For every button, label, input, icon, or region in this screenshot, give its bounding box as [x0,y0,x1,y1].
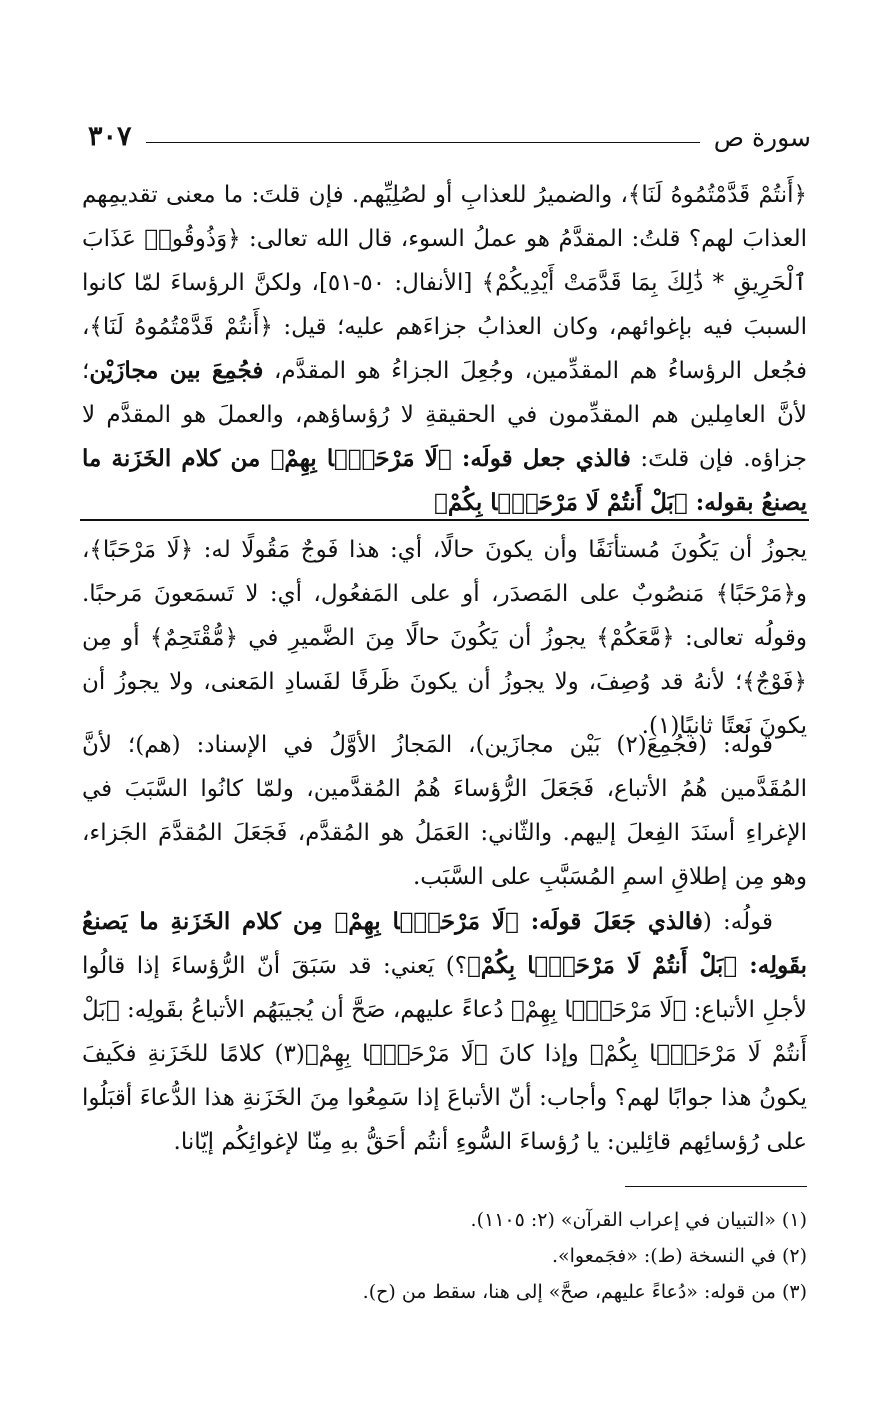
footnotes [82,1202,807,1310]
commentary-block [82,723,807,899]
main-text-part: ﴿أَنتُمْ قَدَّمْتُمُوهُ لَنَا﴾، والضميرُ للعذابِ أو لصُلِيِّهم. فإن قلتَ: ما معنى تقديمِهم العذابَ لهم؟ قلتُ: المقدَّمُ هو عملُ السوء، قال الله تعالى: ﴿وَذُوقُوا۟ عَذَابَ ٱلْحَرِيقِ * ذَٰلِكَ بِمَا قَدَّمَتْ أَيْدِيكُمْ﴾ [الأنفال: ٥٠-٥١]، ولكنَّ الرؤساءَ لمّا كانوا السببَ فيه بإغوائهم، وكان العذابُ جزاءَهم عليه؛ قيل: ﴿أَنتُمْ قَدَّمْتُمُوهُ لَنَا﴾، فجُعل الرؤساءُ هم المقدِّمين، وجُعِلَ الجزاءُ هو المقدَّم، [82,182,807,384]
commentary-lead: قولُه: ( [702,909,773,935]
text-divider [80,519,809,521]
commentary-paragraph: قولُه: (فجُمِعَ(٢) بَيْن مجازَين)، المَجازُ الأوَّلُ في الإسناد: (هم)؛ لأنَّ المُقَدَّمين هُمُ الأتباع، فَجَعَلَ الرُّؤساءَ هُمُ المُقدَّمين، ولمّا كانُوا السَّبَبَ في الإغراءِ أسنَدَ الفِعلَ إليهم. والثّاني: العَمَلُ هو المُقدَّم، فَجَعَلَ المُقدَّمَ الجَزاء، وهو مِن إطلاقِ اسمِ المُسَبَّبِ على السَّبَب. [82,732,807,890]
commentary-block [82,900,807,1164]
commentary-paragraph [82,900,807,1164]
main-text [82,173,807,525]
running-header [88,118,811,152]
surah-title: سورة ص [713,123,811,152]
commentary-block [82,528,807,748]
footnote-rule [625,1186,807,1187]
commentary-paragraph: يجوزُ أن يَكُونَ مُستأنَفًا وأن يكونَ حالًا، أي: هذا فَوجٌ مَقُولًا له: ﴿لَا مَرْحَبًا﴾، و﴿مَرْحَبًا﴾ مَنصُوبٌ على المَصدَر، أو على المَفعُول، أي: لا تَسمَعونَ مَرحبًا. وقولُه تعالى: ﴿مَّعَكُمْ﴾ يجوزُ أن يَكُونَ حالًا مِنَ الضَّميرِ في ﴿مُّقْتَحِمٌ﴾ أو مِن ﴿فَوْجٌ﴾؛ لأنهُ قد وُصِفَ، ولا يجوزُ أن يكونَ ظَرفًا لفَسادِ المَعنى، ولا يجوزُ أن يكونَ نَعتًا ثانيًا(١). [82,537,807,739]
main-text-part: ؛ لأنَّ العامِلين هم المقدِّمون في الحقيقةِ لا رُؤساؤهم، والعملَ هو المقدَّم لا جزاؤه. فإن قلتَ: [82,358,807,472]
footnote: (١) «التبيان في إعراب القرآن» (٢: ١١٠٥). [470,1209,807,1231]
header-rule [146,142,700,143]
commentary-rest: ؟) يَعني: قد سَبَقَ أنّ الرُّؤساءَ إذا قالُوا لأجلِ الأتباع: ﴿لَا مَرْحَبًۢا بِهِمْ﴾ دُعاءً عليهم، صَحَّ أن يُجيبَهُم الأتباعُ بقَولِه: ﴿بَلْ أَنتُمْ لَا مَرْحَبًۢا بِكُمْ﴾ وإذا كانَ ﴿لَا مَرْحَبًۢا بِهِمْ﴾(٣) كلامًا للخَزَنةِ فكَيفَ يكونُ هذا جوابًا لهم؟ وأجاب: أنّ الأتباعَ إذا سَمِعُوا مِنَ الخَزَنةِ هذا الدُّعاءَ أقبَلُوا على رُؤسائِهم قائِلين: يا رُؤساءَ السُّوءِ أنتُم أحَقُّ بهِ مِنّا لإغوائِكُم إيّانا. [82,953,807,1155]
commentary-quote: فالذي جَعَلَ قولَه: ﴿لَا مَرْحَبًۢا بِهِمْ﴾ مِن كلام الخَزَنةِ ما يَصنعُ بقَولِه: ﴿بَلْ أَنتُمْ لَا مَرْحَبًۢا بِكُمْ﴾ [82,908,807,979]
footnote: (٣) من قوله: «دُعاءً عليهم، صحَّ» إلى هنا، سقط من (ح). [362,1281,807,1303]
main-text-bold: فجُمِعَ بين مجازَيْن [89,357,264,384]
main-text-bold-end: فالذي جعل قولَه: ﴿لَا مَرْحَبًۢا بِهِمْ﴾ من كلام الخَزَنة ما يصنعُ بقوله: ﴿بَلْ أَنتُمْ لَا مَرْحَبًۢا بِكُمْ﴾ [82,445,807,516]
footnote: (٢) في النسخة (ط): «فجَمعوا». [551,1245,807,1267]
page-number: ٣٠٧ [88,121,132,152]
main-paragraph [82,173,807,525]
